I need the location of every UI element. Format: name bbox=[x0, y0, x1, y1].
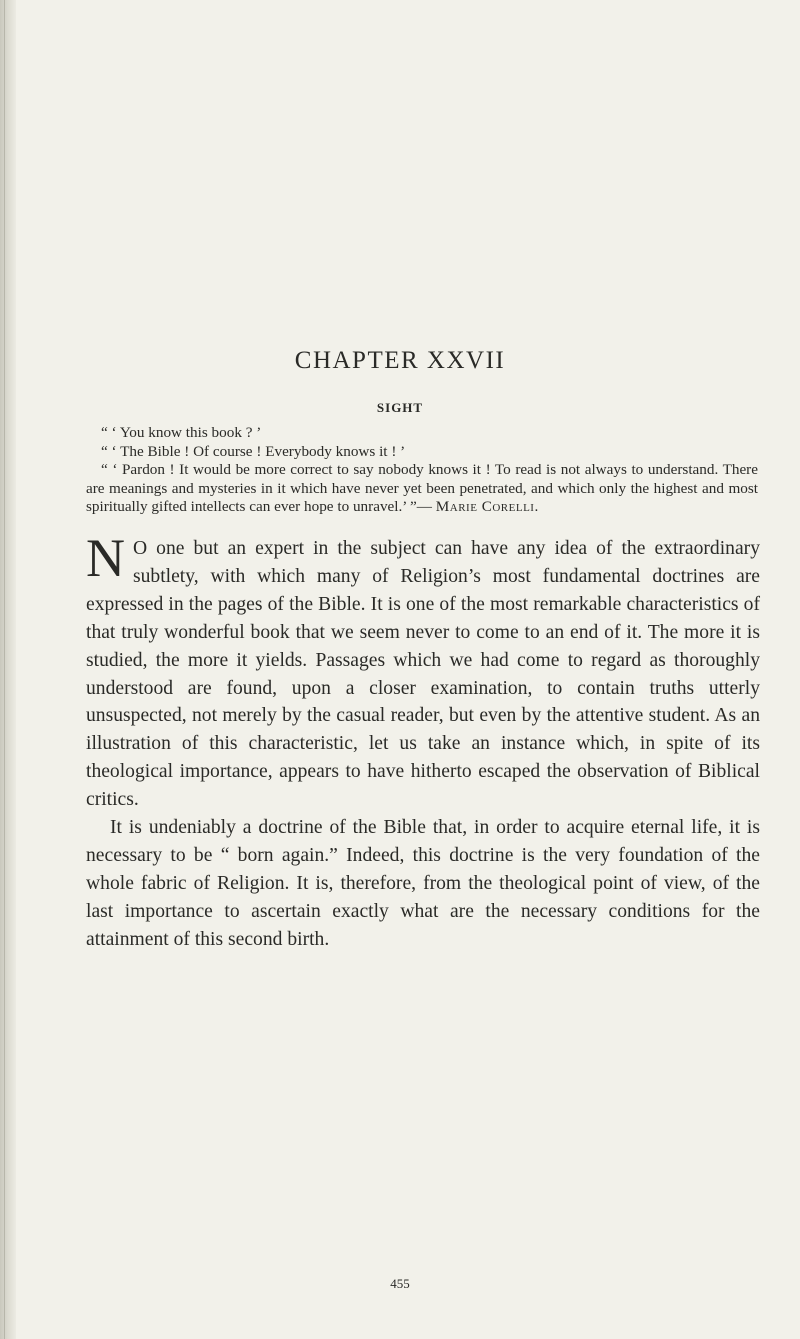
chapter-title: CHAPTER XXVII bbox=[294, 347, 506, 374]
body-text bbox=[86, 528, 760, 954]
epigraph-line: “ ‘ You know this book ? ’ bbox=[101, 424, 262, 441]
epigraph bbox=[86, 424, 758, 517]
chapter-subtitle: SIGHT bbox=[376, 400, 424, 415]
page-gutter-shadow bbox=[0, 0, 16, 1339]
epigraph-author: Marie Corelli. bbox=[435, 498, 539, 516]
epigraph-quote bbox=[86, 461, 758, 517]
epigraph-line: “ ‘ The Bible ! Of course ! Everybody knows it ! ’ bbox=[101, 442, 406, 460]
drop-cap: N bbox=[86, 528, 125, 588]
paragraph-text: O one but an expert in the subject can have any idea of the extraordinary subtlety, with which many of Religion’s most fundamental doctrines are expressed in the pages of the Bible. It is one of the most remarkable characteristics of that truly wonderful book that we seem never to come to an end of it. The more it is studied, the more it yields. Passages which we had come to regard as thoroughly understood are found, upon a closer examination, to contain truths utterly unsuspected, not merely by the casual reader, but even by the attentive student. As an illustration of this characteristic, let us take an instance which, in spite of its theological importance, appears to have hitherto escaped the observation of Biblical critics. bbox=[86, 538, 760, 811]
page-number: 455 bbox=[390, 1276, 410, 1291]
paragraph: It is undeniably a doctrine of the Bible that, in order to acquire eternal life, it is necessary to be “ born again.” Indeed, this doctrine is the very foundation of the whole fabric of Religion. It is, therefore, from the theological point of view, of the last importance to ascertain exactly what are the necessary conditions for the attainment of this second birth. bbox=[86, 817, 760, 950]
epigraph-quote-text: “ ‘ Pardon ! It would be more correct to say nobody knows it ! To read is not always to understand. There are meanings and mysteries in it which have never yet been penetrated, and which only the highest and most spiritually gifted intellects can ever hope to unravel.’ ”— bbox=[86, 461, 758, 516]
binding-edge bbox=[4, 0, 5, 1339]
paragraph bbox=[86, 528, 760, 814]
